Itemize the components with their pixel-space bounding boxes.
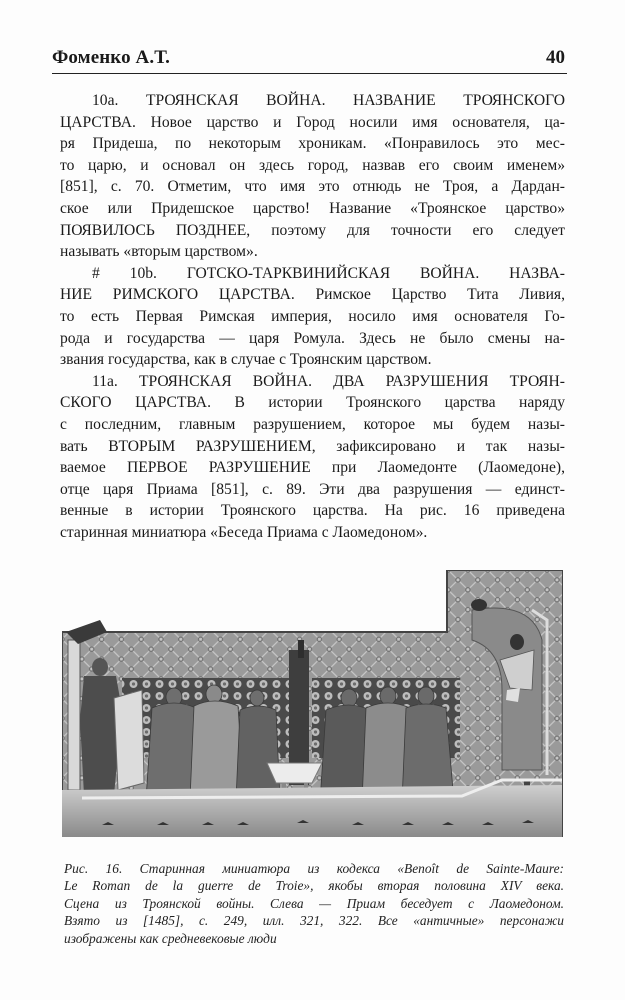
text-line: НИЕ РИМСКОГО ЦАРСТВА. Римское Царство Тита Ливия, — [60, 286, 565, 304]
text-line: 11a. ТРОЯНСКАЯ ВОЙНА. ДВА РАЗРУШЕНИЯ ТРОЯН- — [92, 372, 565, 390]
caption-line: Сцена из Троянской войны. Слева — Приам беседует с Лаомедоном. — [64, 895, 564, 911]
text-line: старинная миниатюра «Беседа Приама с Лаомедоном». — [60, 523, 428, 541]
text-line: то царю, и основал он здесь город, назвав его своим именем» — [60, 156, 565, 174]
text-line: венные в истории Троянского царства. На рис. 16 приведена — [60, 502, 565, 520]
running-header — [52, 47, 567, 74]
caption-line: Рис. 16. Старинная миниатюра из кодекса «Benoît de Sainte-Maure: — [64, 861, 564, 876]
text-line: с последним, главным разрушением, которое мы будем назы- — [60, 415, 565, 433]
text-line: звания государства, как в случае с Троянским царством. — [60, 351, 432, 369]
text-line: ря Придеша, по некоторым хроникам. «Понравилось это мес- — [60, 135, 565, 153]
figure-caption — [64, 860, 564, 947]
miniature-image — [62, 570, 563, 837]
page-number: 40 — [546, 47, 565, 68]
text-line: 10a. ТРОЯНСКАЯ ВОЙНА. НАЗВАНИЕ ТРОЯНСКОГО — [92, 92, 565, 109]
caption-line: изображены как средневековые люди — [64, 930, 277, 946]
paragraph-10a — [60, 90, 565, 263]
paragraph-11a — [60, 371, 565, 544]
text-line: СКОГО ЦАРСТВА. В истории Троянского царства наряду — [60, 394, 565, 412]
author-name: Фоменко А.Т. — [52, 47, 170, 68]
text-line: [851], с. 70. Отметим, что имя это отнюдь не Троя, а Дардан- — [60, 178, 565, 196]
text-line: # 10b. ГОТСКО-ТАРКВИНИЙСКАЯ ВОЙНА. НАЗВА- — [92, 264, 565, 282]
body-text — [60, 90, 565, 543]
caption-line: Взято из [1485], с. 249, илл. 321, 322. Все «античные» персонажи — [64, 913, 564, 929]
text-line: отце царя Приама [851], с. 89. Эти два разрушения — единст- — [60, 480, 565, 498]
text-line: ПОЯВИЛОСЬ ПОЗДНЕЕ, поэтому для точности его следует — [60, 221, 565, 239]
text-line: ваемое ПЕРВОЕ РАЗРУШЕНИЕ при Лаомедонте (Лаомедоне), — [60, 459, 565, 477]
figure-miniature — [62, 570, 563, 837]
text-line: рода и государства — царя Ромула. Здесь не было смены на- — [60, 329, 565, 347]
text-line: ЦАРСТВА. Новое царство и Город носили имя основателя, ца- — [60, 113, 565, 131]
caption-line: Le Roman de la guerre de Troie», якобы вторая половина XIV века. — [64, 878, 564, 894]
text-line: ское или Придешское царство! Название «Троянское царство» — [60, 199, 565, 217]
paragraph-10b — [60, 263, 565, 371]
text-line: вать ВТОРЫМ РАЗРУШЕНИЕМ, зафиксировано и так назы- — [60, 437, 565, 455]
text-line: называть «вторым царством». — [60, 243, 258, 261]
text-line: то есть Первая Римская империя, носило имя основателя Го- — [60, 307, 565, 325]
